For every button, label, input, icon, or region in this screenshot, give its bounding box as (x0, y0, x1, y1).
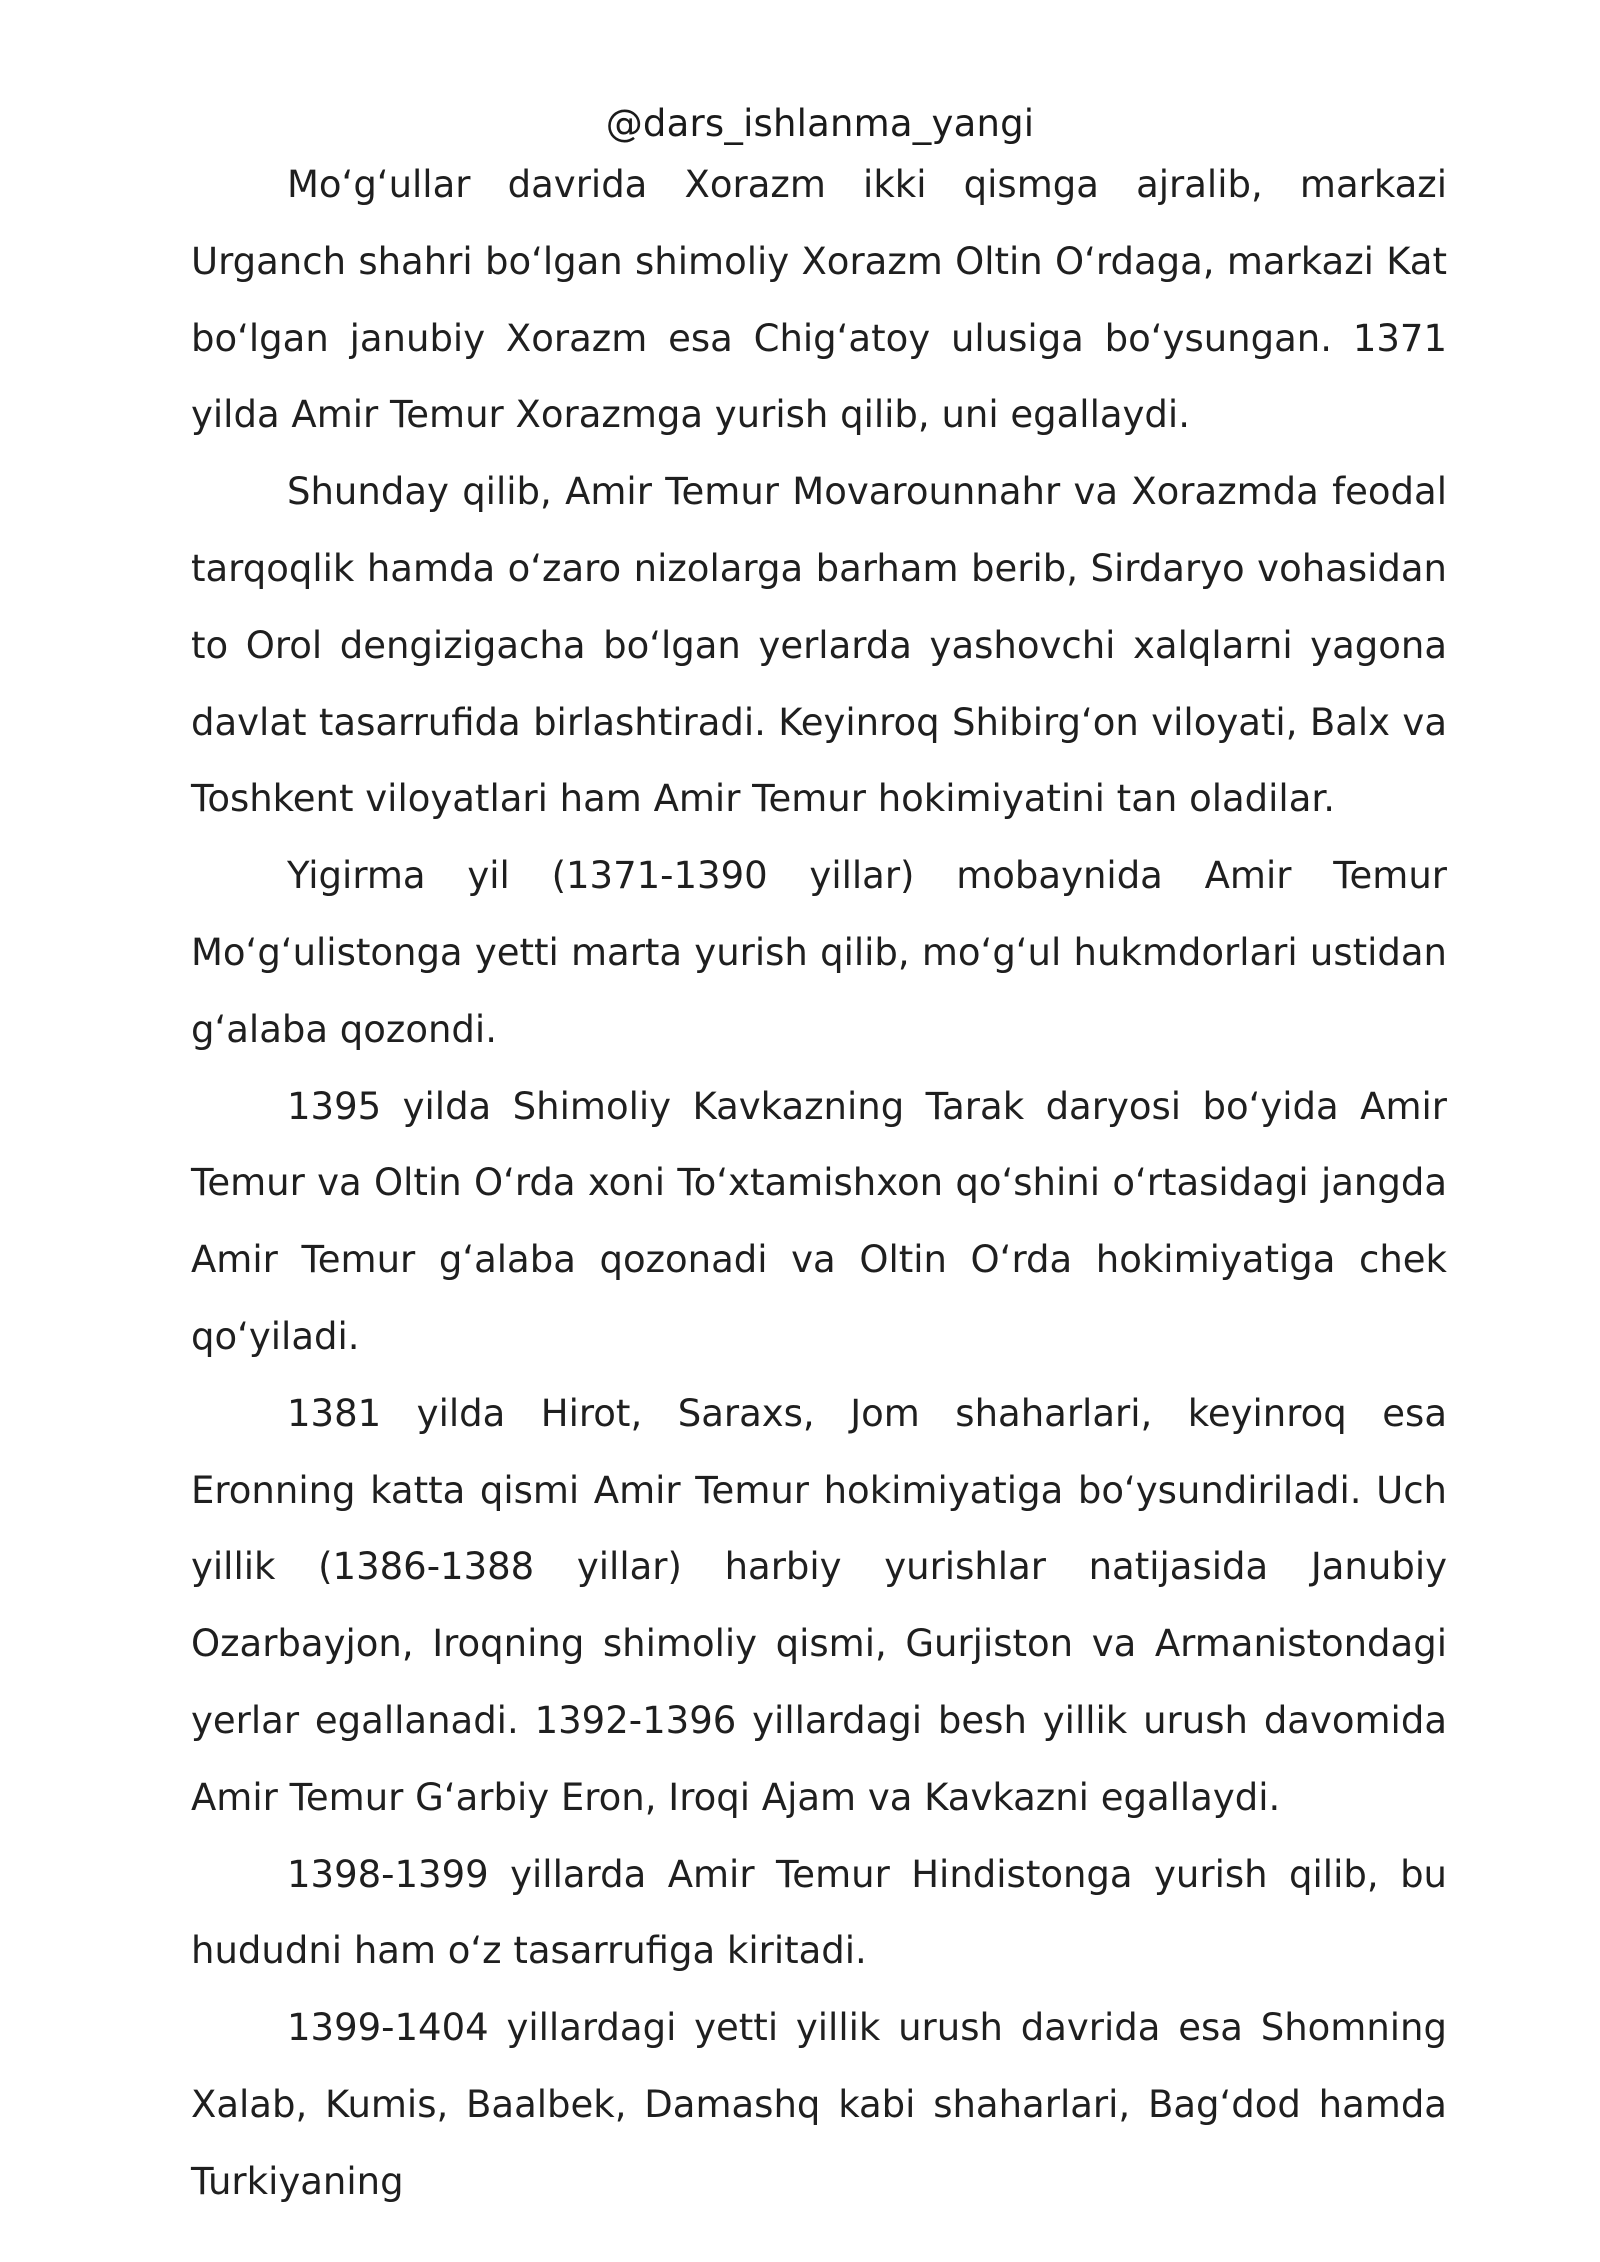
paragraph-1: Mo‘g‘ullar davrida Xorazm ikki qismga ajralib, markazi Urganch shahri bo‘lgan shimoliy Xorazm Oltin O‘rdaga, markazi Kat bo‘lgan janubiy Xorazm esa Chig‘atoy ulusiga bo‘ysungan. 1371 yilda Amir Temur Xorazmga yurish qilib, uni egallaydi. (191, 163, 1447, 437)
paragraph-3: Yigirma yil (1371-1390 yillar) mobaynida Amir Temur Mo‘g‘ulistonga yetti marta yurish qilib, mo‘g‘ul hukmdorlari ustidan g‘alaba qozondi. (191, 854, 1447, 1051)
paragraph-6: 1398-1399 yillarda Amir Temur Hindistonga yurish qilib, bu hududni ham o‘z tasarrufiga kiritadi. (191, 1852, 1447, 1973)
paragraph-4: 1395 yilda Shimoliy Kavkazning Tarak daryosi bo‘yida Amir Temur va Oltin O‘rda xoni To‘xtamishxon qo‘shini o‘rtasidagi jangda Amir Temur g‘alaba qozonadi va Oltin O‘rda hokimiyatiga chek qo‘yiladi. (191, 1084, 1447, 1358)
page-header: @dars_ishlanma_yangi (605, 102, 1035, 145)
paragraph-5: 1381 yilda Hirot, Saraxs, Jom shaharlari, keyinroq esa Eronning katta qismi Amir Temur hokimiyatiga bo‘ysundiriladi. Uch yillik (1386-1388 yillar) harbiy yurishlar natijasida Janubiy Ozarbayjon, Iroqning shimoliy qismi, Gurjiston va Armanistondagi yerlar egallanadi. 1392-1396 yillardagi besh yillik urush davomida Amir Temur G‘arbiy Eron, Iroqi Ajam va Kavkazni egallaydi. (191, 1391, 1447, 1819)
paragraph-7: 1399-1404 yillardagi yetti yillik urush davrida esa Shomning Xalab, Kumis, Baalbek, Damashq kabi shaharlari, Bag‘dod hamda Turkiyaning (191, 2006, 1447, 2203)
document-body (191, 147, 1447, 2221)
paragraph-2: Shunday qilib, Amir Temur Movarounnahr va Xorazmda feodal tarqoqlik hamda o‘zaro nizolarga barham berib, Sirdaryo vohasidan to Orol dengizigacha bo‘lgan yerlarda yashovchi xalqlarni yagona davlat tasarrufida birlashtiradi. Keyinroq Shibirg‘on viloyati, Balx va Toshkent viloyatlari ham Amir Temur hokimiyatini tan oladilar. (191, 470, 1447, 821)
